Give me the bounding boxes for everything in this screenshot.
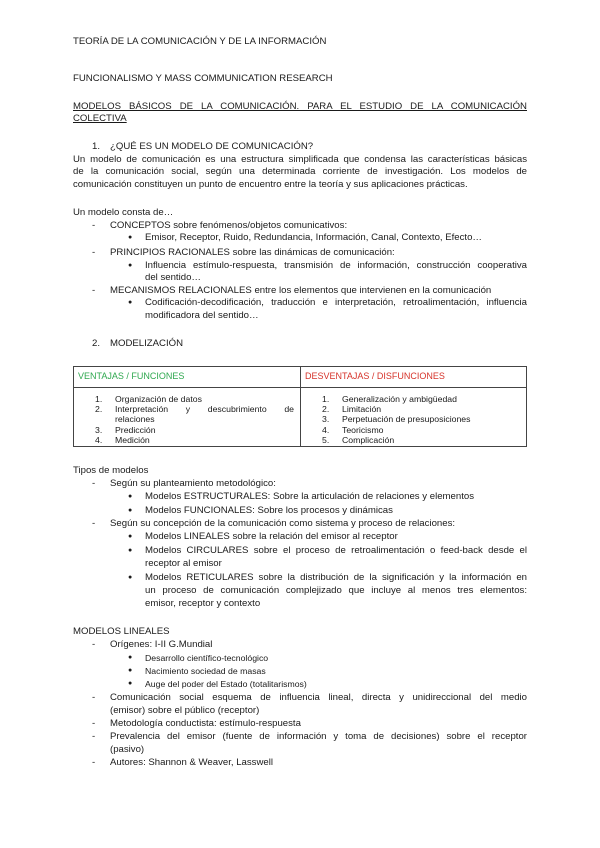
cons-num: 4. <box>322 425 330 435</box>
pros-item: Predicción <box>115 425 156 435</box>
principles-detail: Influencia estímulo-respuesta, transmisión de información, construcción cooperativa <box>145 260 527 271</box>
bullet-marker: ● <box>128 299 133 306</box>
pros-cell <box>74 388 301 447</box>
dash-marker: - <box>92 639 96 650</box>
pros-header-cell <box>74 367 301 388</box>
pros-num: 2. <box>95 404 103 414</box>
linear-scheme: Comunicación social esquema de influencia lineal, directa y unidireccional del medio <box>110 692 527 703</box>
bullet-marker: ● <box>128 654 133 661</box>
pros-num: 3. <box>95 425 103 435</box>
pros-num: 4. <box>95 435 103 445</box>
bullet-marker: ● <box>128 507 133 514</box>
dash-marker: - <box>92 220 96 231</box>
mechanisms-item: MECANISMOS RELACIONALES entre los elementos que intervienen en la comunicación <box>110 285 492 296</box>
bullet-marker: ● <box>128 262 133 269</box>
linear-authors: Autores: Shannon & Weaver, Lasswell <box>110 757 274 768</box>
section-title-cont: COLECTIVA <box>73 113 127 124</box>
definition-line-1: Un modelo de comunicación es una estructura simplificada que condensa las características básicas <box>73 154 527 165</box>
types-reticular-cont: un proceso de comunicación complejizado que incluye al menos tres elementos: <box>145 585 527 596</box>
topic-heading: FUNCIONALISMO Y MASS COMMUNICATION RESEARCH <box>73 73 333 84</box>
mechanisms-detail-cont: modificadora del sentido… <box>145 310 259 321</box>
subject-heading: TEORÍA DE LA COMUNICACIÓN Y DE LA INFORMACIÓN <box>73 36 327 47</box>
types-linear: Modelos LINEALES sobre la relación del emisor al receptor <box>145 531 398 542</box>
bullet-marker: ● <box>128 493 133 500</box>
pros-item-cont: relaciones <box>115 414 155 424</box>
section-title: MODELOS BÁSICOS DE LA COMUNICACIÓN. PARA EL ESTUDIO DE LA COMUNICACIÓN <box>73 101 527 112</box>
cons-header-cell <box>301 367 527 388</box>
pros-header: VENTAJAS / FUNCIONES <box>78 371 185 381</box>
definition-line-2: de la comunicación social, según una determinada corriente de investigación. Los modelos de <box>73 166 527 177</box>
types-circular-cont: receptor al emisor <box>145 558 222 569</box>
linear-prevalence: Prevalencia del emisor (fuente de información y toma de decisiones) sobre el receptor <box>110 731 527 742</box>
types-system: Según su concepción de la comunicación como sistema y proceso de relaciones: <box>110 518 456 529</box>
types-method: Según su planteamiento metodológico: <box>110 478 276 489</box>
section-1-number: 1. <box>92 141 101 152</box>
dash-marker: - <box>92 731 96 742</box>
dash-marker: - <box>92 518 96 529</box>
cons-num: 1. <box>322 394 330 404</box>
dash-marker: - <box>92 757 96 768</box>
bullet-marker: ● <box>128 547 133 554</box>
bullet-marker: ● <box>128 667 133 674</box>
cons-item: Generalización y ambigüedad <box>342 394 457 404</box>
cons-num: 2. <box>322 404 330 414</box>
types-reticular: Modelos RETICULARES sobre la distribución de la significación y la información en <box>145 572 527 583</box>
cons-item: Teoricismo <box>342 425 384 435</box>
bullet-marker: ● <box>128 533 133 540</box>
linear-scheme-cont: (emisor) sobre el público (receptor) <box>110 705 260 716</box>
linear-origin-item: Desarrollo científico-tecnológico <box>145 653 269 663</box>
principles-detail-cont: del sentido… <box>145 272 201 283</box>
linear-title: MODELOS LINEALES <box>73 626 170 637</box>
pros-item: Medición <box>115 435 150 445</box>
bullet-marker: ● <box>128 574 133 581</box>
section-1-heading: ¿QUÉ ES UN MODELO DE COMUNICACIÓN? <box>110 141 314 152</box>
types-reticular-cont: emisor, receptor y contexto <box>145 598 261 609</box>
pros-num: 1. <box>95 394 103 404</box>
dash-marker: - <box>92 718 96 729</box>
pros-item: Organización de datos <box>115 394 202 404</box>
types-circular: Modelos CIRCULARES sobre el proceso de retroalimentación o feed-back desde el <box>145 545 527 556</box>
types-functional: Modelos FUNCIONALES: Sobre los procesos y dinámicas <box>145 505 393 516</box>
section-2-heading: MODELIZACIÓN <box>110 338 184 349</box>
cons-num: 5. <box>322 435 330 445</box>
types-structural: Modelos ESTRUCTURALES: Sobre la articulación de relaciones y elementos <box>145 491 474 502</box>
cons-num: 3. <box>322 414 330 424</box>
dash-marker: - <box>92 692 96 703</box>
cons-item: Perpetuación de presuposiciones <box>342 414 471 424</box>
cons-header: DESVENTAJAS / DISFUNCIONES <box>305 371 445 381</box>
pros-cons-table <box>73 366 527 447</box>
linear-origin-item: Auge del poder del Estado (totalitarismos) <box>145 679 307 689</box>
bullet-marker: ● <box>128 680 133 687</box>
bullet-marker: ● <box>128 234 133 241</box>
principles-item: PRINCIPIOS RACIONALES sobre las dinámicas de comunicación: <box>110 247 395 258</box>
linear-prevalence-cont: (pasivo) <box>110 744 145 755</box>
cons-item: Limitación <box>342 404 382 414</box>
mechanisms-detail: Codificación-decodificación, traducción e interpretación, retroalimentación, influencia <box>145 297 527 308</box>
linear-methodology: Metodología conductista: estímulo-respuesta <box>110 718 301 729</box>
pros-item: Interpretación y descubrimiento de <box>115 404 294 414</box>
linear-origin-item: Nacimiento sociedad de masas <box>145 666 266 676</box>
cons-item: Complicación <box>342 435 395 445</box>
dash-marker: - <box>92 478 96 489</box>
dash-marker: - <box>92 247 96 258</box>
concepts-item: CONCEPTOS sobre fenómenos/objetos comunicativos: <box>110 220 348 231</box>
definition-line-3: comunicación constituyen un punto de encuentro entre la teoría y sus aplicaciones prácticas. <box>73 179 468 190</box>
dash-marker: - <box>92 285 96 296</box>
linear-origins: Orígenes: I-II G.Mundial <box>110 639 213 650</box>
cons-cell <box>301 388 527 447</box>
section-2-number: 2. <box>92 338 101 349</box>
concepts-detail: Emisor, Receptor, Ruido, Redundancia, Información, Canal, Contexto, Efecto… <box>145 232 483 243</box>
model-intro: Un modelo consta de… <box>73 207 174 218</box>
types-title: Tipos de modelos <box>73 465 149 476</box>
